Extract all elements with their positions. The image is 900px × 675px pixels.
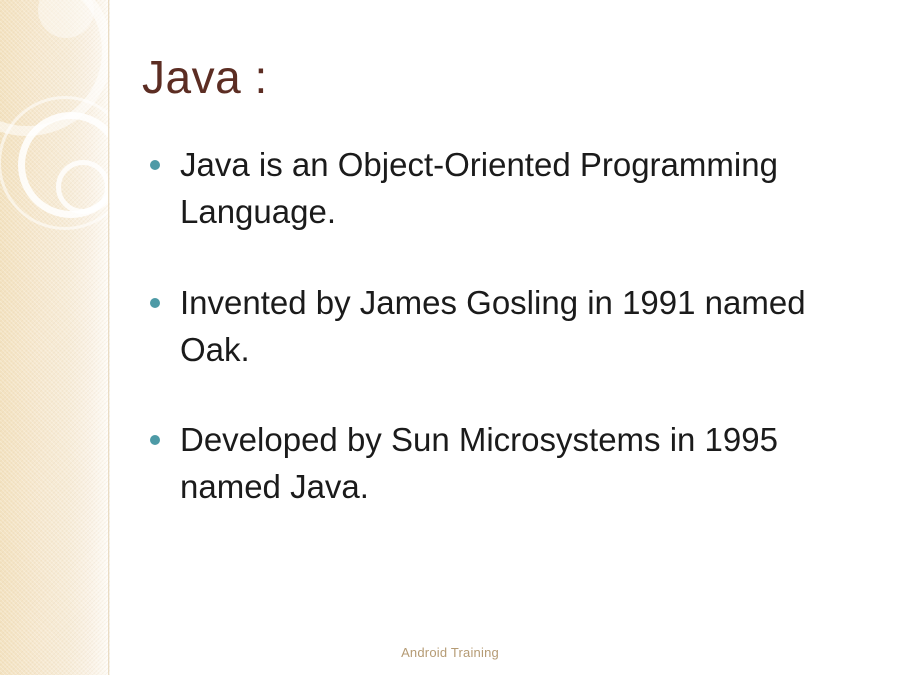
bullet-dot-icon	[150, 160, 160, 170]
bullet-list	[150, 142, 880, 511]
slide-title: Java :	[142, 51, 268, 103]
list-item-label: Invented by James Gosling in 1991 named Oak.	[180, 283, 806, 368]
decorative-ring-small-icon	[56, 160, 110, 214]
bullet-dot-icon	[150, 298, 160, 308]
list-item-label: Developed by Sun Microsystems in 1995 named Java.	[180, 421, 778, 506]
bullet-dot-icon	[150, 435, 160, 445]
list-item	[150, 280, 880, 374]
decorative-left-band	[0, 0, 110, 675]
band-edge-divider	[108, 0, 110, 675]
list-item	[150, 142, 880, 236]
slide-footer: Android Training	[401, 645, 499, 660]
list-item	[150, 417, 880, 511]
list-item-label: Java is an Object-Oriented Programming Language.	[180, 146, 778, 230]
